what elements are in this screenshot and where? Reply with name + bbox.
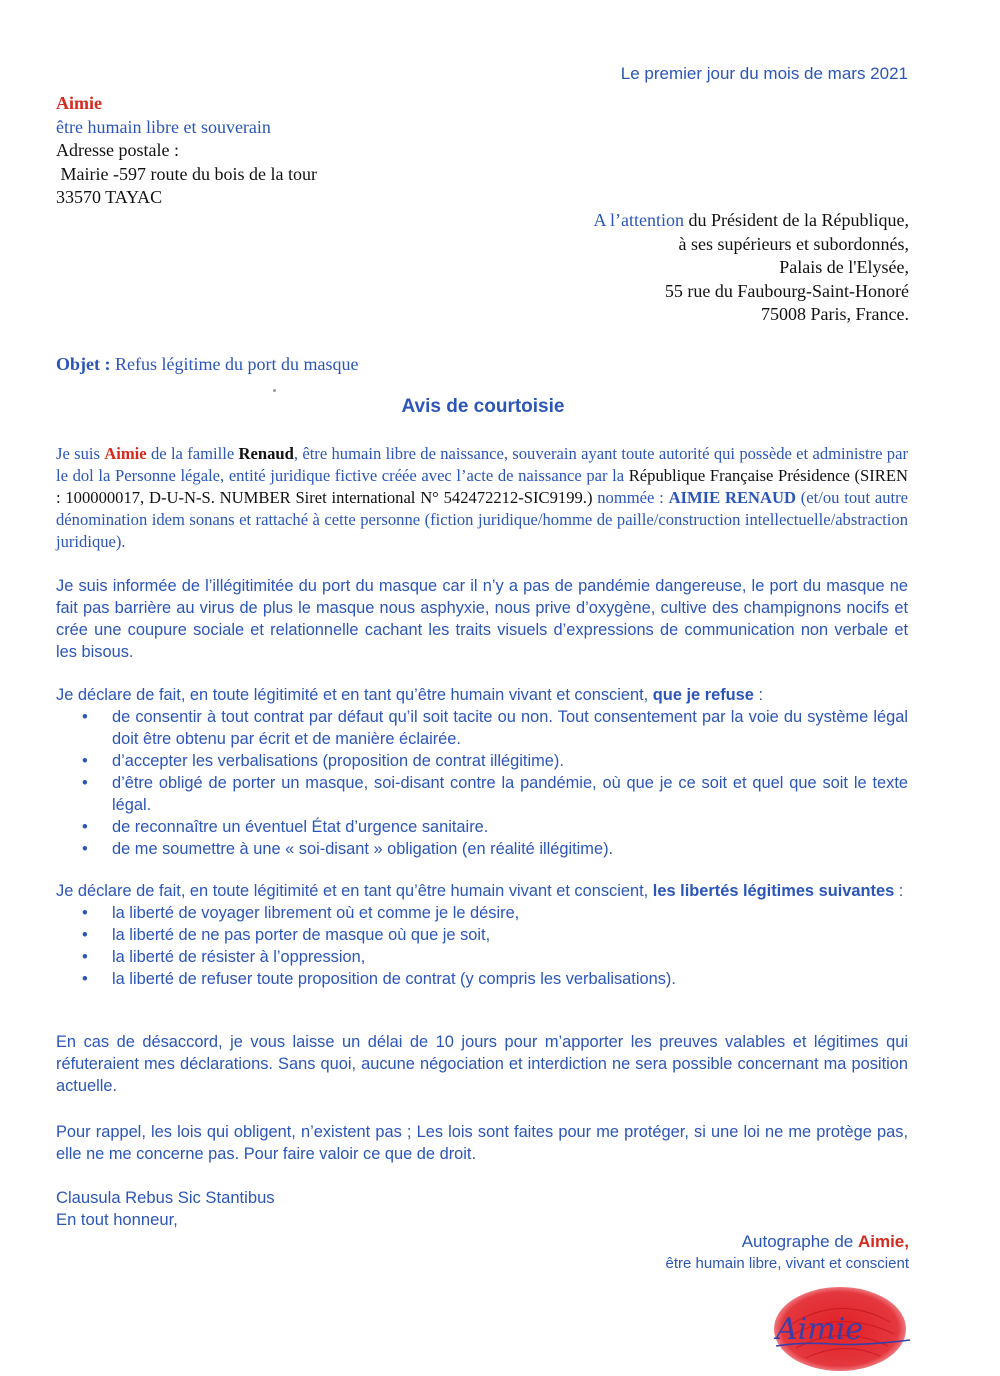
p1-text-b: de la famille <box>146 444 239 463</box>
paragraph-mask: Je suis informée de l’illégitimitée du port du masque car il n’y a pas de pandémie dangereuse, le port du masque ne fait pas barrière au virus de plus le masque nous asphyxie, nous prive d’oxygène, cultive des champignons nocifs et crée une coupure sociale et relationnelle cachant les traits visuels d’expressions de communication non verbale et les bisous. <box>56 577 908 661</box>
recipient-line-4: 55 rue du Faubourg-Saint-Honoré <box>664 280 909 301</box>
list-item <box>56 838 908 860</box>
list-item <box>56 772 908 816</box>
closing-salutation: En tout honneur, <box>56 1210 178 1229</box>
p1-registry: République Française Présidence (SIREN : 100000017, D-U-N-S. NUMBER Siret international N° 542472212-SIC9199.) <box>56 466 908 507</box>
recipient-line-1 <box>0 209 909 233</box>
sender-address-street: Mairie -597 route du bois de la tour <box>56 163 317 184</box>
p1-text-f: (et/ou tout autre dénomination idem sonans et rattaché à cette personne (fiction juridique/homme de paille/construction intellectuelle/abstraction juridique). <box>56 488 909 551</box>
closing-clause: Clausula Rebus Sic Stantibus <box>56 1188 275 1207</box>
paragraph-reminder: Pour rappel, les lois qui obligent, n’existent pas ; Les lois sont faites pour me protéger, si une loi ne me protège pas, elle ne me concerne pas. Pour faire valoir ce que de droit. <box>56 1123 908 1163</box>
list-item-text: la liberté de résister à l’oppression, <box>112 948 366 966</box>
sender-name: Aimie <box>56 93 102 113</box>
list-item <box>56 924 908 946</box>
list-item <box>56 968 908 990</box>
paragraph-deadline: En cas de désaccord, je vous laisse un délai de 10 jours pour m’apporter les preuves valables et légitimes qui réfuteraient mes déclarations. Sans quoi, aucune négociation et interdiction ne sera possible concernant ma position actuelle. <box>56 1033 908 1095</box>
refusals-colon: : <box>753 686 764 704</box>
bullet-icon: • <box>82 970 88 988</box>
list-item-text: d’être obligé de porter un masque, soi-disant contre la pandémie, où que je ce soit et quel que soit le texte légal. <box>112 774 908 814</box>
list-item-text: d’accepter les verbalisations (proposition de contrat illégitime). <box>112 752 564 770</box>
paragraph-identity <box>56 443 908 553</box>
bullet-icon: • <box>82 752 88 770</box>
bullet-icon: • <box>82 774 88 792</box>
autograph-subtitle: être humain libre, vivant et conscient <box>665 1255 909 1272</box>
list-item <box>56 750 908 772</box>
subject-label: Objet : <box>56 354 111 374</box>
list-item <box>56 706 908 750</box>
p1-name: Aimie <box>104 444 147 463</box>
recipient-title: du Président de la République, <box>684 210 909 230</box>
recipient-line-5: 75008 Paris, France. <box>761 304 909 324</box>
refusals-intro <box>56 684 908 706</box>
signature-handwriting: Aimie <box>776 1312 864 1347</box>
sender-status: être humain libre et souverain <box>56 116 271 137</box>
scan-speck <box>273 389 276 392</box>
refusals-intro-text: Je déclare de fait, en toute légitimité et en tant qu’être humain vivant et conscient, <box>56 686 653 704</box>
bullet-icon: • <box>82 708 88 726</box>
document-title: Avis de courtoisie <box>401 396 565 417</box>
subject-line <box>56 354 358 375</box>
p1-upper-name: AIMIE RENAUD <box>668 488 796 507</box>
bullet-icon: • <box>82 948 88 966</box>
bullet-icon: • <box>82 818 88 836</box>
list-item-text: la liberté de voyager librement où et comme je le désire, <box>112 904 520 922</box>
letter-date: Le premier jour du mois de mars 2021 <box>620 64 908 83</box>
list-item-text: de me soumettre à une « soi-disant » obligation (en réalité illégitime). <box>112 840 614 858</box>
liberties-bold: les libertés légitimes suivantes <box>652 882 895 900</box>
autograph-block <box>0 1231 909 1275</box>
paragraph-liberties <box>56 880 908 990</box>
sender-address-label: Adresse postale : <box>56 140 179 160</box>
refusals-list <box>56 706 908 860</box>
subject-text: Refus légitime du port du masque <box>110 354 359 374</box>
signature-stamp <box>762 1284 912 1374</box>
closing-block <box>56 1187 275 1231</box>
attention-label: A l’attention <box>593 210 685 230</box>
list-item-text: de reconnaître un éventuel État d’urgence sanitaire. <box>112 818 489 836</box>
liberties-colon: : <box>894 882 904 900</box>
p1-text-e: nommée : <box>592 488 669 507</box>
refusals-bold: que je refuse <box>652 686 754 704</box>
liberties-list <box>56 902 908 990</box>
bullet-icon: • <box>82 904 88 922</box>
list-item-text: de consentir à tout contrat par défaut qu’il soit tacite ou non. Tout consentement par la voie du système légal doit être obtenu par écrit et de manière éclairée. <box>112 708 908 748</box>
bullet-icon: • <box>82 926 88 944</box>
list-item-text: la liberté de ne pas porter de masque où que je soit, <box>112 926 491 944</box>
liberties-intro-text: Je déclare de fait, en toute légitimité et en tant qu’être humain vivant et conscient, <box>56 882 653 900</box>
p1-family: Renaud <box>238 444 294 463</box>
list-item <box>56 946 908 968</box>
list-item-text: la liberté de refuser toute proposition de contrat (y compris les verbalisations). <box>112 970 676 988</box>
autograph-label <box>0 1231 909 1253</box>
autograph-label-text: Autographe de <box>741 1232 858 1251</box>
recipient-line-3: Palais de l'Elysée, <box>779 257 909 277</box>
sender-block <box>56 92 317 210</box>
bullet-icon: • <box>82 840 88 858</box>
paragraph-refusals <box>56 684 908 860</box>
recipient-line-2: à ses supérieurs et subordonnés, <box>678 233 909 254</box>
liberties-intro <box>56 880 908 902</box>
autograph-name: Aimie, <box>857 1232 909 1251</box>
p1-text-a: Je suis <box>56 444 105 463</box>
recipient-block <box>0 209 909 327</box>
list-item <box>56 902 908 924</box>
list-item <box>56 816 908 838</box>
sender-address-city: 33570 TAYAC <box>56 187 163 207</box>
p1-text-c: , être humain libre de naissance, souverain ayant toute autorité qui possède et administre par le dol la Personne légale, entité juridique fictive créée avec l’acte de naissance par la <box>56 444 908 485</box>
